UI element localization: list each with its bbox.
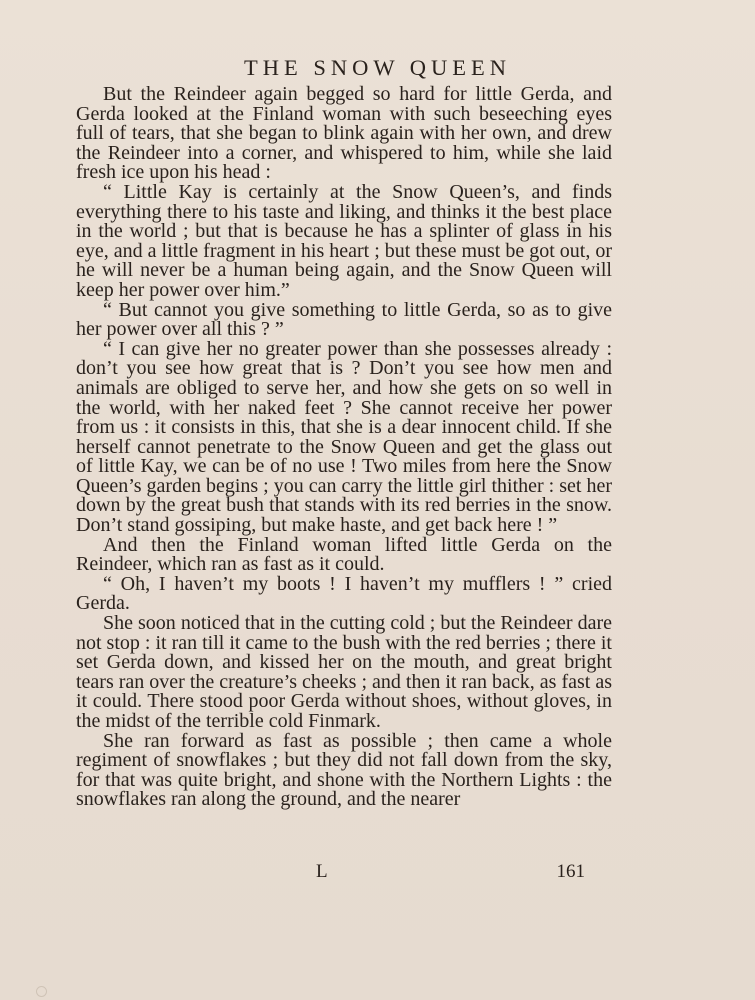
paragraph: And then the Finland woman lifted little Gerda on the Reindeer, which ran as fast as it could. [76, 533, 612, 576]
paragraph: She soon noticed that in the cutting cold ; but the Reindeer dare not stop : it ran till it came to the bush with the red berries ; there it set Gerda down, and kissed her on the mouth, and great bright tears ran over the creature’s cheeks ; and then it ran back, as fast as it could. There stood poor Gerda without shoes, without gloves, in the midst of the terrible cold Finmark. [76, 612, 612, 732]
paper-blemish [36, 986, 47, 997]
page-number: 161 [556, 861, 585, 882]
paragraph: “ Oh, I haven’t my boots ! I haven’t my mufflers ! ” cried Gerda. [76, 572, 612, 615]
running-head: THE SNOW QUEEN [243, 55, 512, 80]
page-footer [0, 861, 755, 885]
signature-mark: L [316, 861, 328, 882]
paragraph: “ Little Kay is certainly at the Snow Queen’s, and finds everything there to his taste and liking, and thinks it the best place in the world ; but that is because he has a splinter of glass in his eye, and a little fragment in his heart ; but these must be got out, or he will never be a human being again, and the Snow Queen will keep her power over him.” [76, 180, 612, 301]
paragraph: “ But cannot you give something to little Gerda, so as to give her power over all this ? ” [76, 298, 612, 341]
paragraph: But the Reindeer again begged so hard for little Gerda, and Gerda looked at the Finland woman with such beseeching eyes full of tears, that she began to blink again with her own, and drew the Reindeer into a corner, and whispered to him, while she laid fresh ice upon his head : [76, 83, 612, 184]
paragraph: “ I can give her no greater power than she possesses already : don’t you see how great that is ? Don’t you see how men and animals are obliged to serve her, and how she gets on so well in the world, with her naked feet ? She cannot receive her power from us : it consists in this, that she is a dear innocent child. If she herself cannot penetrate to the Snow Queen and get the glass out of little Kay, we can be of no use ! Two miles from here the Snow Queen’s garden begins ; you can carry the little girl thither : set her down by the great bush that stands with its red berries in the snow. Don’t stand gossiping, but make haste, and get back here ! ” [76, 337, 612, 537]
body-text [76, 85, 612, 810]
paragraph: She ran forward as fast as possible ; then came a whole regiment of snowflakes ; but they did not fall down from the sky, for that was quite bright, and shone with the Northern Lights : the snowflakes ran along the ground, and the nearer [76, 729, 612, 811]
